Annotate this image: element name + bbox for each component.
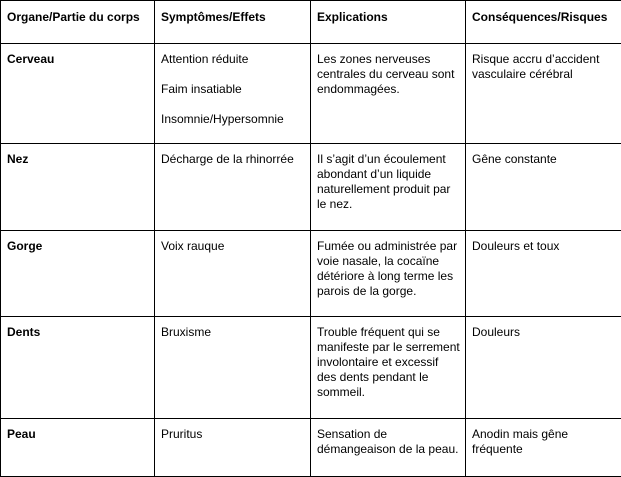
explanation-text: Sensation de démangeaison de la peau. xyxy=(311,419,465,457)
header-explanations-label: Explications xyxy=(311,1,465,25)
symptom-text: Voix rauque xyxy=(161,239,305,254)
symptoms-cell xyxy=(155,419,311,477)
table-row xyxy=(1,419,621,477)
organ-label: Gorge xyxy=(1,231,154,254)
consequences-text: Douleurs et toux xyxy=(466,231,621,254)
consequences-cell xyxy=(466,317,621,419)
header-consequences xyxy=(466,1,621,44)
consequences-text: Gêne constante xyxy=(466,144,621,167)
header-consequences-label: Conséquences/Risques xyxy=(466,1,621,25)
table-row xyxy=(1,317,621,419)
explanation-cell xyxy=(311,317,466,419)
organ-label: Nez xyxy=(1,144,154,167)
header-symptoms xyxy=(155,1,311,44)
symptoms-cell xyxy=(155,317,311,419)
consequences-cell xyxy=(466,419,621,477)
explanation-text: Il s’agit d’un écoulement abondant d’un liquide naturellement produit par le nez. xyxy=(311,144,465,212)
header-explanations xyxy=(311,1,466,44)
organ-label: Peau xyxy=(1,419,154,442)
consequences-text: Douleurs xyxy=(466,317,621,340)
symptoms-cell xyxy=(155,44,311,144)
symptom-text: Décharge de la rhinorrée xyxy=(161,152,305,167)
consequences-cell xyxy=(466,231,621,317)
consequences-cell xyxy=(466,44,621,144)
explanation-text: Les zones nerveuses centrales du cerveau sont endommagées. xyxy=(311,44,465,97)
header-organ-label: Organe/Partie du corps xyxy=(1,1,154,25)
symptom-text: Attention réduite xyxy=(161,52,305,67)
consequences-text: Risque accru d’accident vasculaire cérébral xyxy=(466,44,621,82)
table-row xyxy=(1,44,621,144)
symptoms-cell xyxy=(155,144,311,231)
table-row xyxy=(1,144,621,231)
consequences-cell xyxy=(466,144,621,231)
table-row xyxy=(1,231,621,317)
table-header-row xyxy=(1,1,621,44)
organ-label: Cerveau xyxy=(1,44,154,67)
organ-cell xyxy=(1,419,155,477)
symptom-text: Pruritus xyxy=(161,427,305,442)
explanation-cell xyxy=(311,419,466,477)
organ-cell xyxy=(1,144,155,231)
explanation-cell xyxy=(311,231,466,317)
explanation-cell xyxy=(311,44,466,144)
header-organ xyxy=(1,1,155,44)
explanation-text: Trouble fréquent qui se manifeste par le serrement involontaire et excessif des dents pendant le sommeil. xyxy=(311,317,465,400)
symptom-text: Faim insatiable xyxy=(161,82,305,97)
explanation-text: Fumée ou administrée par voie nasale, la cocaïne détériore à long terme les parois de la gorge. xyxy=(311,231,465,299)
explanation-cell xyxy=(311,144,466,231)
symptom-text: Insomnie/Hypersomnie xyxy=(161,112,305,127)
organ-cell xyxy=(1,231,155,317)
organ-label: Dents xyxy=(1,317,154,340)
symptoms-cell xyxy=(155,231,311,317)
organ-cell xyxy=(1,317,155,419)
consequences-text: Anodin mais gêne fréquente xyxy=(466,419,621,457)
symptom-text: Bruxisme xyxy=(161,325,305,340)
header-symptoms-label: Symptômes/Effets xyxy=(155,1,310,25)
organ-cell xyxy=(1,44,155,144)
